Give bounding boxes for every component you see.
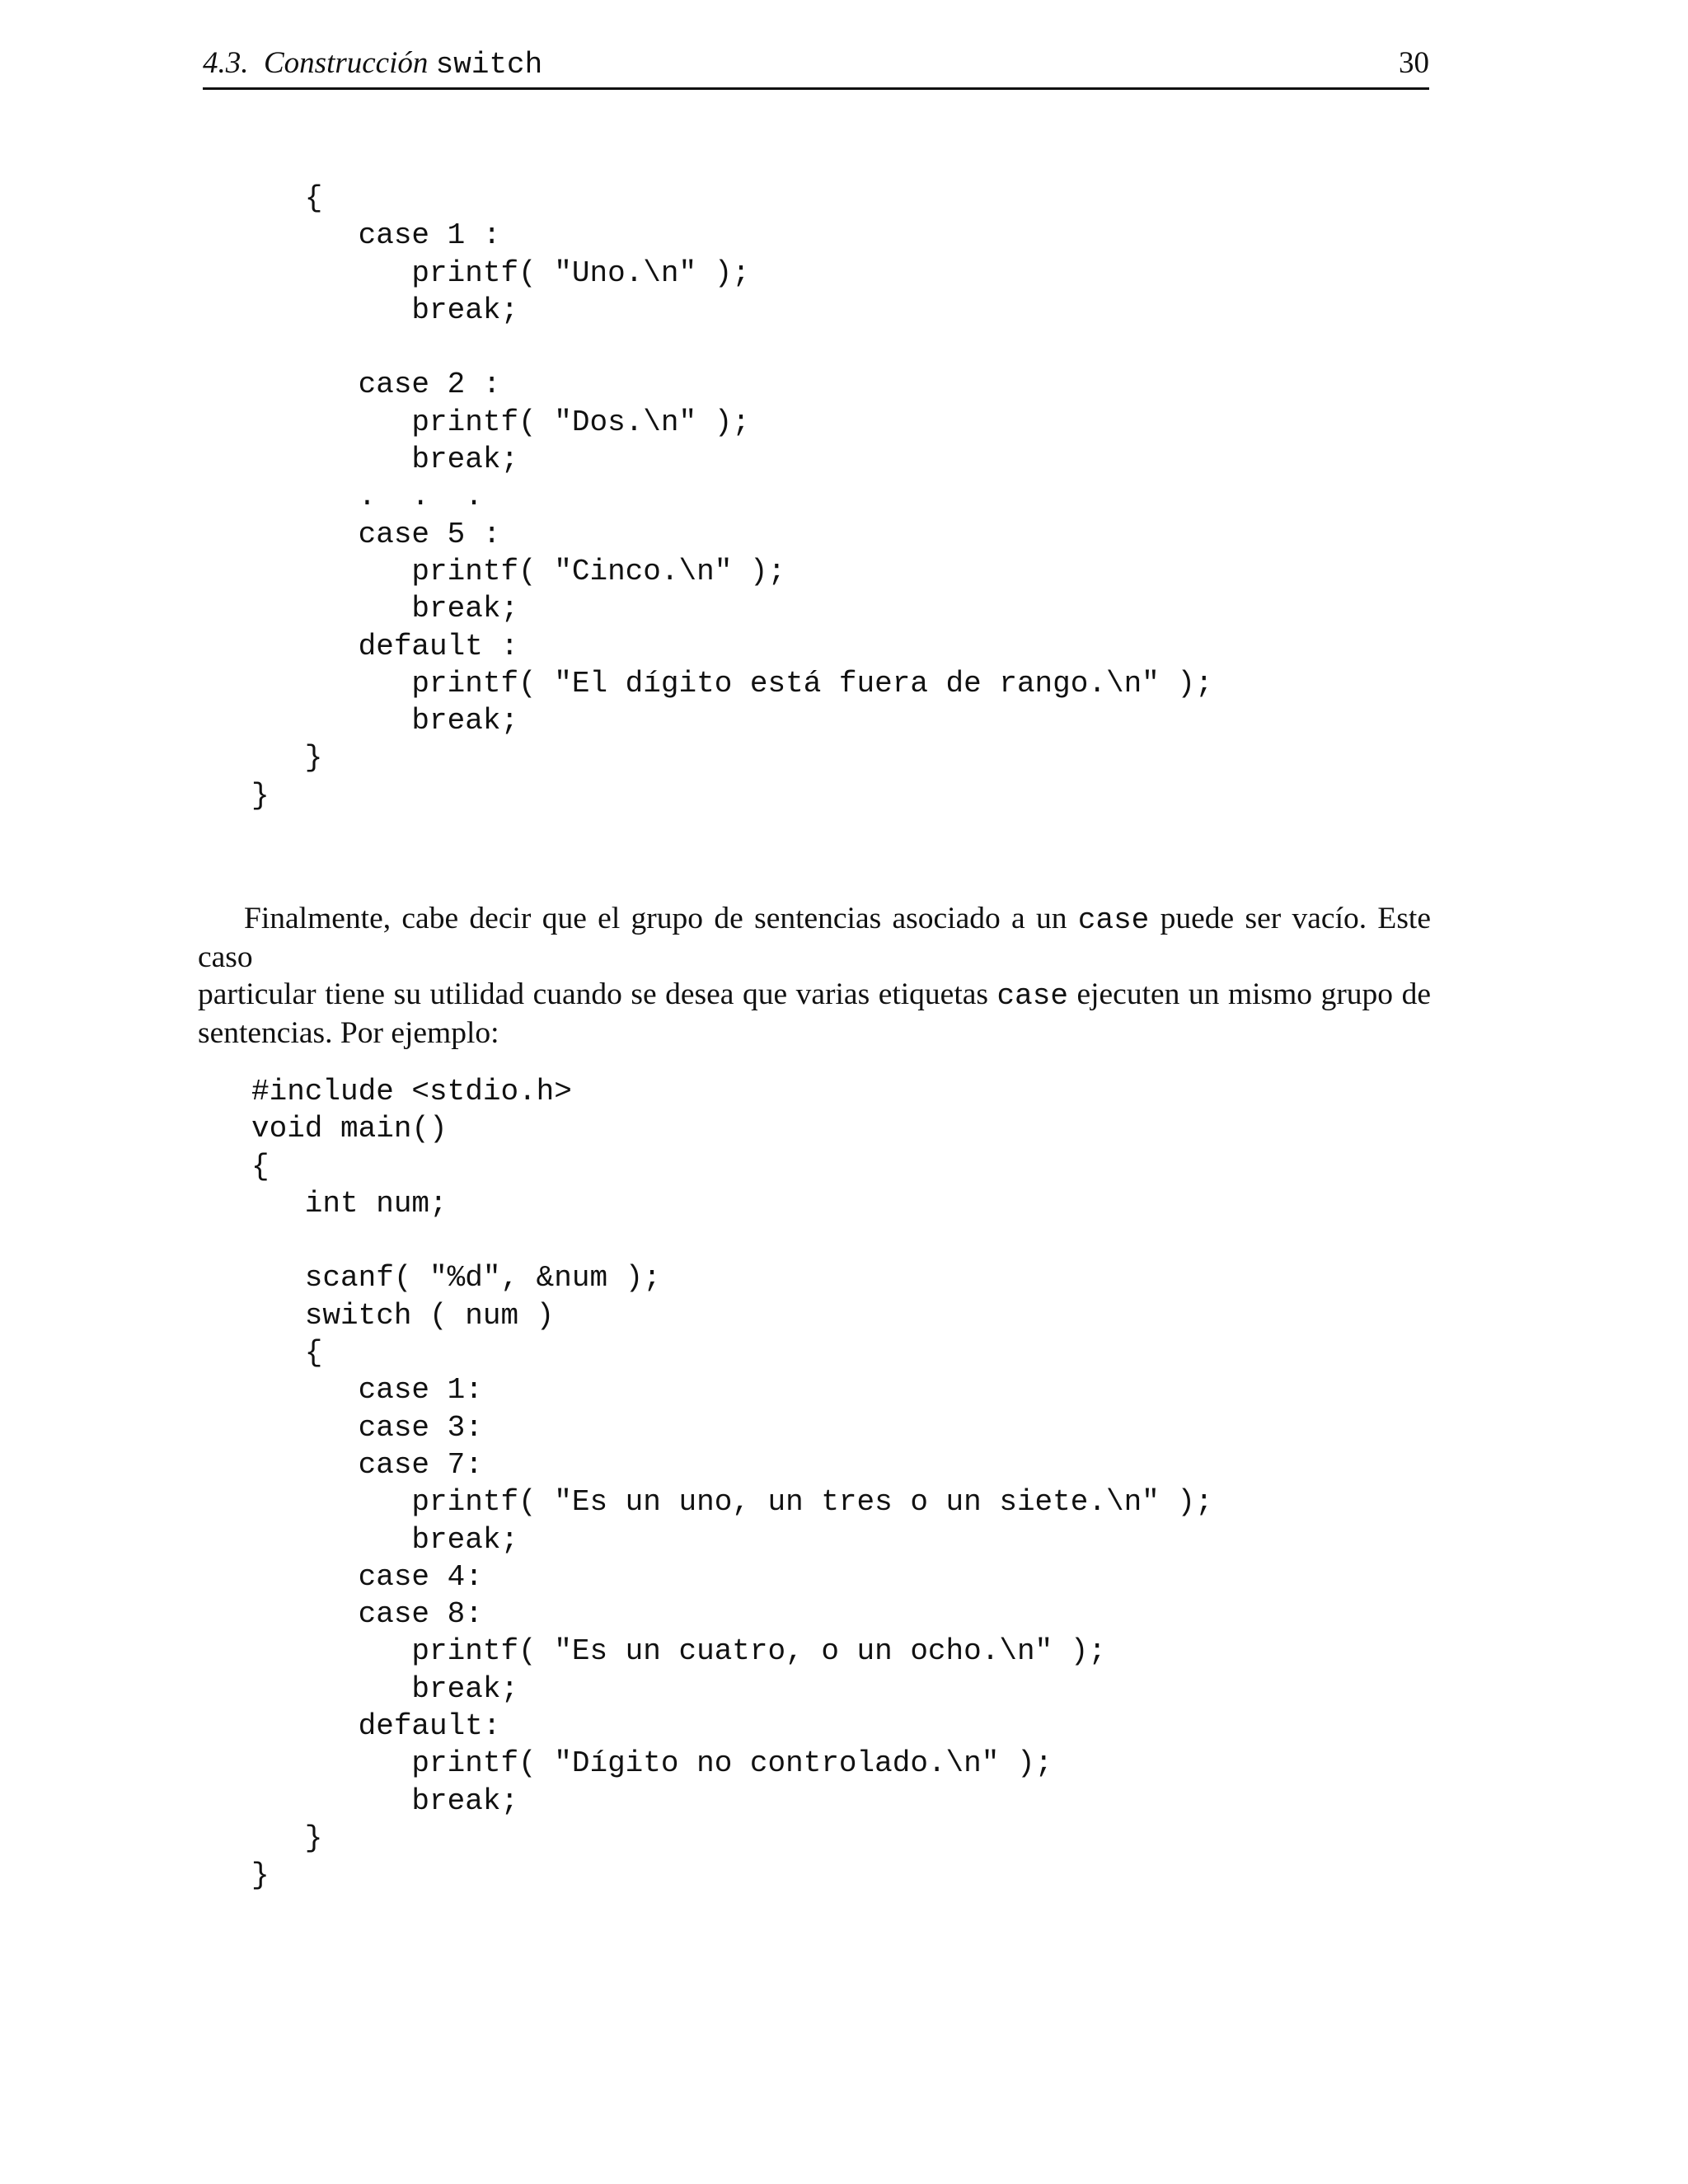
code-line: case 3: xyxy=(251,1410,483,1445)
paragraph-line xyxy=(198,976,1431,1015)
header-section-title xyxy=(203,43,542,86)
code-line: printf( "Es un uno, un tres o un siete.\n" ); xyxy=(251,1485,1213,1520)
code-line: printf( "Dos.\n" ); xyxy=(251,405,750,439)
code-line: case 5 : xyxy=(251,517,501,551)
code-line: } xyxy=(251,741,323,776)
page-number: 30 xyxy=(1399,46,1429,80)
paragraph-text: ejecuten un mismo grupo de xyxy=(1076,977,1431,1011)
paragraph-text: puede ser vacío. Este caso xyxy=(198,902,1432,974)
code-block-grouped-cases-example xyxy=(251,1073,1213,1895)
code-line: case 1: xyxy=(251,1373,483,1408)
code-line: } xyxy=(251,778,270,813)
code-line: break; xyxy=(251,443,519,477)
inline-code: case xyxy=(1077,903,1150,937)
code-line: printf( "Cinco.\n" ); xyxy=(251,554,786,588)
code-line: case 8: xyxy=(251,1597,483,1632)
code-line: printf( "Uno.\n" ); xyxy=(251,255,750,290)
code-line: break; xyxy=(251,1522,519,1557)
code-line: switch ( num ) xyxy=(251,1298,555,1333)
code-line: { xyxy=(251,181,323,215)
code-line: scanf( "%d", &num ); xyxy=(251,1261,661,1296)
code-line: case 2 : xyxy=(251,368,501,402)
body-paragraph xyxy=(198,900,1431,1052)
paragraph-text: Finalmente, cabe decir que el grupo de sentencias asociado a un xyxy=(244,902,1067,935)
code-line: default : xyxy=(251,629,519,663)
code-line: break; xyxy=(251,1671,519,1706)
code-line: int num; xyxy=(251,1186,448,1221)
running-header xyxy=(203,43,1429,90)
code-line xyxy=(251,329,1213,366)
code-line: case 4: xyxy=(251,1559,483,1594)
code-line: { xyxy=(251,1336,323,1371)
paragraph-text: particular tiene su utilidad cuando se desea que varias etiquetas xyxy=(198,977,988,1011)
code-line: . . . xyxy=(251,480,483,514)
code-block-switch-example xyxy=(251,180,1213,814)
code-line xyxy=(251,1222,1213,1259)
code-line: printf( "El dígito está fuera de rango.\n" ); xyxy=(251,666,1213,701)
section-keyword: switch xyxy=(435,48,543,82)
code-line: void main() xyxy=(251,1112,448,1146)
code-line: break; xyxy=(251,1783,519,1818)
code-line: case 1 : xyxy=(251,218,501,253)
paragraph-line xyxy=(198,900,1431,976)
code-line: case 7: xyxy=(251,1447,483,1482)
code-line: break; xyxy=(251,704,519,738)
section-number: 4.3. xyxy=(203,46,249,80)
code-line: default: xyxy=(251,1709,501,1744)
code-line: } xyxy=(251,1821,323,1855)
code-line: { xyxy=(251,1149,270,1183)
section-title: Construcción xyxy=(264,46,429,80)
code-line: printf( "Dígito no controlado.\n" ); xyxy=(251,1746,1053,1781)
paragraph-line: sentencias. Por ejemplo: xyxy=(198,1016,499,1050)
code-line: } xyxy=(251,1858,270,1893)
inline-code: case xyxy=(996,979,1068,1013)
code-line: printf( "Es un cuatro, o un ocho.\n" ); xyxy=(251,1634,1106,1669)
code-line: #include <stdio.h> xyxy=(251,1075,572,1108)
code-line: break; xyxy=(251,592,519,626)
code-line: break; xyxy=(251,293,519,327)
